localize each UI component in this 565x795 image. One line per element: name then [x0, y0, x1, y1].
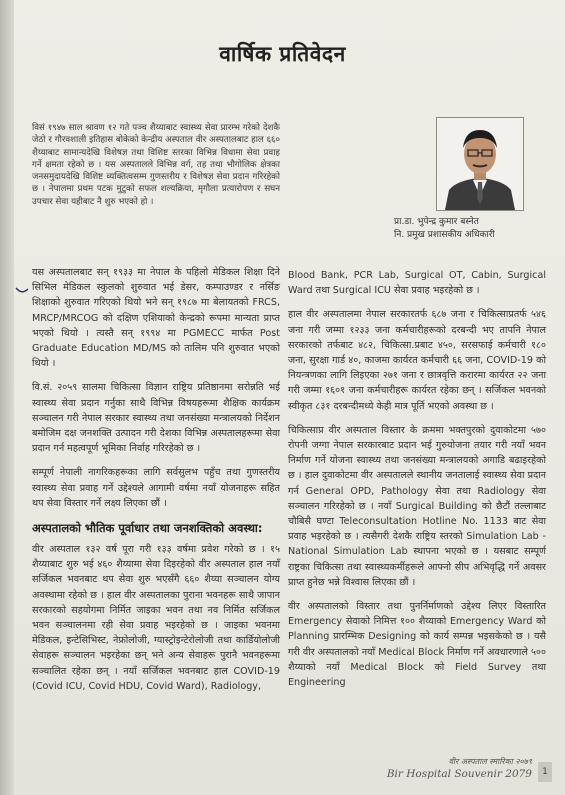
page-binding-shadow — [0, 0, 14, 795]
section-heading: अस्पतालको भौतिक पूर्वाधार तथा जनशक्तिको अवस्था: — [32, 521, 263, 536]
infra-paragraph: वीर अस्पताल १३२ वर्ष पूरा गरी १३३ वर्षमा प्रवेश गरेको छ । १५ शैय्याबाट शुरु भई ४६० शैय्यामा सेवा दिइरहेको वीर अस्पताल हाल नयाँ सर्जिकल भवनबाट थप सेवा शुरु भएसँगै ६६० शैय्या सञ्चालन योग्य अवस्थामा रहेको छ । हाल वीर अस्पतालका पुराना भवनहरू साथै जापान सरकारको सहयोगमा निर्मित जाइका भवन तथा नव निर्मित सर्जिकल भवन सञ्चालनमा रही सेवा प्रवाह भइरहेको छ । जाइका भवनमा मेडिकल, इन्टेसिभिस्ट, नेफ्रोलोजी, ग्यास्ट्रोइन्टेरोलोजी तथा कार्डियोलोजी सेवाहरू सञ्चालन भइरहेका छन् भने अन्य सेवाहरू पुरानै भवनहरूमा सञ्चालित रहेका छन् । नयाँ सर्जिकल भवनबाट हाल COVID-19 (Covid ICU, Covid HDU, Covid Ward), Radiology, — [32, 544, 280, 692]
page-number: 1 — [538, 762, 552, 782]
left-paragraph-3: सम्पूर्ण नेपाली नागरिकहरूका लागि सर्वसुलभ पहुँच तथा गुणस्तरीय स्वास्थ्य सेवा प्रवाह गर्ने उद्देश्यले आगामी वर्षमा नयाँ योजनाहरू सहित थप सेवा विस्तार गर्ने लक्ष्य लिएका छौं । — [32, 467, 280, 509]
footer-souvenir: Bir Hospital Souvenir 2079 — [386, 768, 532, 780]
right-paragraph-3: चिकित्साप्र वीर अस्पताल विस्तार के क्रममा भक्तपुरको दुवाकोटमा ५७० रोपनी जग्गा नेपाल सरकारबाट प्रदान भई गुरुयोजना तयार गरी नयाँ भवन निर्माण गर्ने योजना स्वास्थ्य तथा जनसंख्या मन्त्रालयको अगाडि बढाइरहेको छ । हाल दुवाकोटमा वीर अस्पतालले स्थानीय जनतालाई स्वास्थ्य सेवा प्रदान गर्न General OPD, Pathology सेवा तथा Radiology सेवा सञ्चालन गरिरहेको छ । नयाँ Surgical Building को छैटौं तल्लाबाट चौबिसै घण्टा Teleconsultation Hotline No. 1133 बाट सेवा प्रवाह भइरहेको छ । त्यसैगरी देशकै राष्ट्रिय स्तरको Simulation Lab - National Simulation Lab स्थापना भएको छ । यसबाट सम्पूर्ण राष्ट्रका चिकित्सा तथा स्वास्थ्यकर्मीहरूले आफ्नो सीप अभिवृद्धि गर्ने अवसर प्राप्त हुनेछ भन्ने विश्वास लिएका छौं । — [288, 424, 546, 588]
portrait-caption — [394, 216, 554, 242]
right-column — [288, 268, 546, 699]
page-title: वार्षिक प्रतिवेदन — [219, 42, 346, 66]
left-column — [32, 265, 280, 703]
left-paragraph-2: वि.सं. २०५९ सालमा चिकित्सा विज्ञान राष्ट्रिय प्रतिष्ठानमा सरोन्नति भई स्वास्थ्य सेवा प्रदान गर्नुका साथै विभिन्न विषयहरूमा शैक्षिक कार्यक्रम सञ्चालन गरी नेपाल सरकार स्वास्थ्य तथा जनसंख्या मन्त्रालयको निर्देशन बमोजिम दक्ष जनशक्ति उत्पादन गरी देशका विभिन्न अस्पतालहरूमा सेवा प्रदान गर्न महत्वपूर्ण भूमिका निर्वाह गरिरहेको छ । — [32, 382, 280, 455]
portrait-illustration — [437, 118, 523, 210]
hand-drawn-arrow-icon — [14, 285, 30, 297]
page-footer — [372, 757, 532, 781]
caption-role: नि. प्रमुख प्रशासकीय अधिकारी — [394, 230, 495, 240]
right-paragraph-4: वीर अस्पतालको विस्तार तथा पुनर्निर्माणको उद्देश्य लिएर विस्तारित Emergency सेवाको निमित्त १०० शैय्याको Emergency Ward को Planning प्रारम्भिक Designing को कार्य सम्पन्न भइसकेको छ । यसै गरी वीर अस्पतालको नयाँ Medical Block निर्माण गर्ने अवधारणाले ५०० शैय्याको नयाँ Medical Block को Field Survey तथा Engineering — [288, 601, 546, 689]
right-paragraph-2: हाल वीर अस्पतालमा नेपाल सरकारतर्फ ६८७ जना र चिकित्साप्रतर्फ ५४६ जना गरी जम्मा १२३३ जना कर्मचारीहरूको दरबन्दी भए तापनि नेपाल सरकारको तर्फबाट ४८२, चिकित्सा.प्रबाट ४५०, सरसफाई कर्मचारी १८० जना, सुरक्षा गार्ड ४०, काजमा कार्यरत कर्मचारी ६६ जना, COVID-19 को नियन्त्रणका लागि लिइएका २७१ जना र छात्रवृत्ति करारमा कार्यरत २२ जना गरी जम्मा १६०१ जना कर्मचारीहरू कार्यरत रहेका छन् । सर्जिकल भवनको स्वीकृत ८३१ दरबन्दीमध्ये केही मात्र पूर्ति भएको अवस्था छ । — [288, 309, 546, 412]
intro-column — [32, 122, 280, 217]
intro-paragraph: विसं १९४७ साल श्रावण १२ गते पञ्च शैय्याबाट स्वास्थ्य सेवा प्रारम्भ गरेको देशकै जेठो र गौरवशाली इतिहास बोकेको केन्द्रीय अस्पताल वीर अस्पतालबाट हाल ६६० शैय्याबाट सामान्यदेखि विशेषज्ञ तथा विशिष्ट स्तरका विभिन्न विधामा सेवा प्रवाह गर्ने क्षमता रहेको छ । यस अस्पतालले विभिन्न वर्ग, तह तथा भौगोलिक क्षेत्रका जनसमुदायदेखि विशिष्ट व्यक्तित्वसम्म गुणस्तरीय र विशेषज्ञ सेवा प्रदान गरिरहेको छ । नेपालमा प्रथम पटक मुटुको सफल शल्यक्रिया, मृगौला प्रत्यारोपण र सघन उपचार सेवा यहीबाट नै शुरु भएको हो । — [32, 123, 280, 207]
portrait-photo — [436, 117, 524, 211]
caption-name: प्रा.डा. भुपेन्द्र कुमार बस्नेत — [394, 217, 479, 227]
right-paragraph-1: Blood Bank, PCR Lab, Surgical OT, Cabin, Surgical Ward तथा Surgical ICU सेवा प्रवाह भइरहेको छ । — [288, 270, 546, 297]
footer-nepali: वीर अस्पताल स्मारिका २०७९ — [448, 757, 532, 766]
left-paragraph-1: यस अस्पतालबाट सन् १९३३ मा नेपाल के पहिलो मेडिकल शिक्षा दिने सिभिल मेडिकल स्कुलको शुरुवात भई डेसर, कम्पाउण्डर र नर्सिङ शिक्षाको शुरुवात गरिएको थियो भने सन् १९८७ मा बेलायतको FRCS, MRCP/MRCOG को दक्षिण एशियाको केन्द्रको रूपमा मान्यता प्राप्त भएको थियो । त्यस्तै सन् १९९४ मा PGMECC मार्फत Post Graduate Education MD/MS को तालिम पनि शुरुवात भएको थियो । — [32, 267, 280, 370]
